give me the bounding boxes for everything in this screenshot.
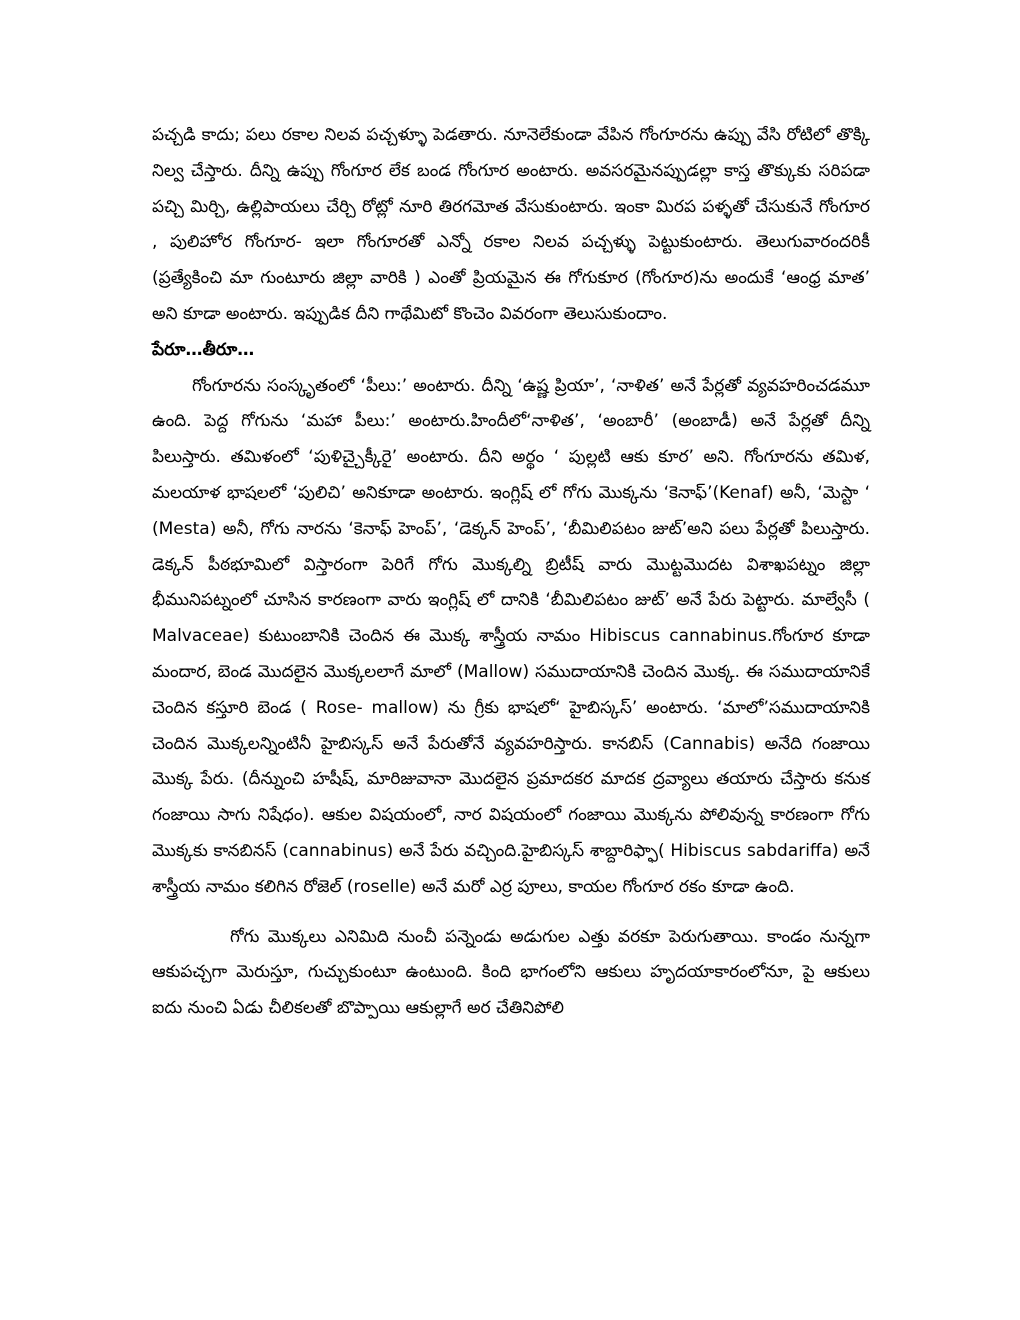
document-page (152, 118, 870, 1027)
paragraph-names: గోంగూరను సంస్కృతంలో ‘పీలు:’ అంటారు. దీన్ని ‘ఉష్ణ ప్రియా’, ‘నాళిత’ అనే పేర్లతో వ్యవహరించడమూ ఉంది. పెద్ద గోగును ‘మహా పీలు:’ అంటారు.హిందీలో‘నాళిత’, ‘అంబారీ’ (అంబాడీ) అనే పేర్లతో దీన్ని పిలుస్తారు. తమిళంలో ‘పుళిచ్చైక్కీరై’ అంటారు. దీని అర్థం ‘ పుల్లటి ఆకు కూర’ అని. గోంగూరను తమిళ, మలయాళ భాషలలో ‘పులిచి’ అనికూడా అంటారు. ఇంగ్లిష్ లో గోగు మొక్కను ‘కెనాఫ్’(Kenaf) అనీ, ‘మెస్టా ‘ (Mesta) అనీ, గోగు నారను ‘కెనాఫ్ హెంప్’, ‘డెక్కన్ హెంప్’, ‘బీమిలిపటం జుట్’అని పలు పేర్లతో పిలుస్తారు. డెక్కన్ పీఠభూమిలో విస్తారంగా పెరిగే గోగు మొక్కల్ని బ్రిటీష్ వారు మొట్టమొదట విశాఖపట్నం జిల్లా భీమునిపట్నంలో చూసిన కారణంగా వారు ఇంగ్లిష్ లో దానికి ‘బీమిలిపటం జుట్’ అనే పేరు పెట్టారు. మాల్వేసీ ( Malvaceae) కుటుంబానికి చెందిన ఈ మొక్క శాస్త్రీయ నామం Hibiscus cannabinus.గోంగూర కూడా మందార, బెండ మొదలైన మొక్కలలాగే మాలో (Mallow) సముదాయానికి చెందిన మొక్క. ఈ సముదాయానికే చెందిన కస్తూరి బెండ ( Rose- mallow) ను గ్రీకు భాషలో‘ హైబిస్కస్’ అంటారు. ‘మాలో’సముదాయానికి చెందిన మొక్కలన్నింటినీ హైబిస్కస్ అనే పేరుతోనే వ్యవహరిస్తారు. కానబిస్ (Cannabis) అనేది గంజాయి మొక్క పేరు. (దీన్నుంచి హషీష్, మారిజువానా మొదలైన ప్రమాదకర మాదక ద్రవ్యాలు తయారు చేస్తారు కనుక గంజాయి సాగు నిషేధం). ఆకుల విషయంలో, నార విషయంలో గంజాయి మొక్కను పోలివున్న కారణంగా గోగు మొక్కకు కానబినస్ (cannabinus) అనే పేరు వచ్చింది.హైబిస్కస్ శాబ్దారిఫ్ఫా( Hibiscus sabdariffa) అనే శాస్త్రీయ నామం కలిగిన రోజెల్ (roselle) అనే మరో ఎర్ర పూలు, కాయల గోంగూర రకం కూడా ఉంది. (152, 375, 870, 897)
section-heading: పేరూ…తీరూ… (152, 339, 255, 360)
paragraph-pickles: పచ్చడి కాదు; పలు రకాల నిలవ పచ్చళ్ళూ పెడతారు. నూనెలేకుండా వేపిన గోంగూరను ఉప్పు వేసి రోటిలో తొక్కి నిల్వ చేస్తారు. దీన్ని ఉప్పు గోంగూర లేక బండ గోంగూర అంటారు. అవసరమైనప్పుడల్లా కాస్త తొక్కుకు సరిపడా పచ్చి మిర్చి, ఉల్లిపాయలు చేర్చి రోట్లో నూరి తిరగమోత వేసుకుంటారు. ఇంకా మిరప పళ్ళతో చేసుకునే గోంగూర , పులిహోర గోంగూర- ఇలా గోంగూరతో ఎన్నో రకాల నిలవ పచ్చళ్ళు పెట్టుకుంటారు. తెలుగువారందరికీ (ప్రత్యేకించి మా గుంటూరు జిల్లా వారికి ) ఎంతో ప్రియమైన ఈ గోగుకూర (గోంగూర)ను అందుకే ‘ఆంధ్ర మాత’ అని కూడా అంటారు. ఇప్పుడిక దీని గాథేమిటో కొంచెం వివరంగా తెలుసుకుందాం. (152, 125, 870, 324)
paragraph-plant-description: గోగు మొక్కలు ఎనిమిది నుంచీ పన్నెండు అడుగుల ఎత్తు వరకూ పెరుగుతాయి. కాండం నున్నగా ఆకుపచ్చగా మెరుస్తూ, గుచ్చుకుంటూ ఉంటుంది. కింది భాగంలోని ఆకులు హృదయాకారంలోనూ, పై ఆకులు ఐదు నుంచి ఏడు చీలికలతో బొప్పాయి ఆకుల్లాగే అర చేతినిపోలి (152, 926, 870, 1019)
